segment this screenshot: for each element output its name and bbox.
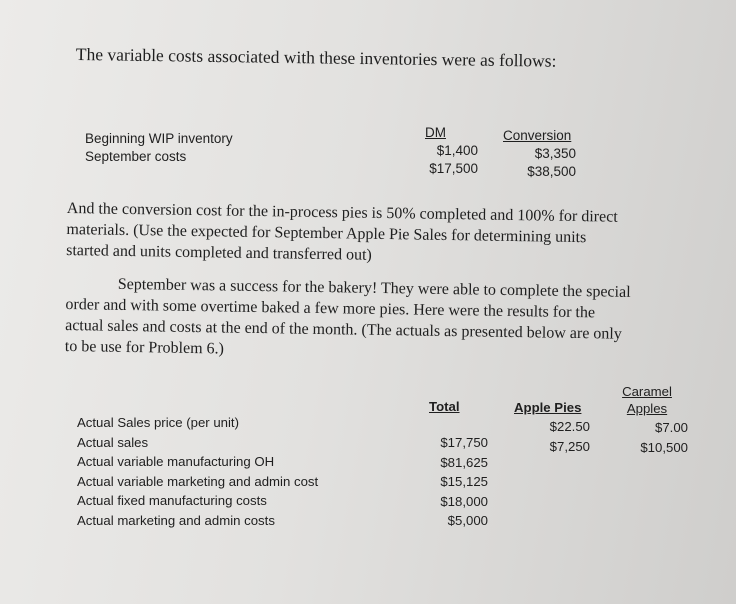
dm-september-value: $17,500 (429, 161, 478, 176)
actuals-row-labels (77, 413, 318, 530)
conversion-september-value: $38,500 (527, 164, 576, 179)
paragraph-september-results (65, 273, 631, 366)
row-label-september-costs: September costs (85, 149, 187, 164)
conversion-beginning-value: $3,350 (534, 146, 576, 161)
paragraph-conversion-cost (66, 198, 618, 270)
row-label: Actual marketing and admin costs (77, 512, 275, 528)
row-label: Actual fixed manufacturing costs (77, 493, 267, 508)
paragraph-line: to be use for Problem 6.) (64, 337, 225, 358)
dm-column-header: DM (425, 125, 446, 140)
total-fixed-manufacturing: $18,000 (440, 493, 488, 509)
section-heading: The variable costs associated with these inventories were as follows: (75, 44, 557, 71)
paragraph-line: September was a success for the bakery! They were able to complete the special (117, 275, 631, 301)
caramel-apples-header-line1: Caramel (622, 384, 672, 399)
row-label: Actual variable manufacturing OH (77, 454, 275, 469)
total-variable-marketing-admin: $15,125 (440, 474, 488, 489)
apple-pies-column-header: Apple Pies (514, 400, 582, 415)
apple-pies-actual-sales: $7,250 (549, 438, 590, 454)
row-label-beginning-wip: Beginning WIP inventory (85, 131, 233, 146)
total-variable-manufacturing-oh: $81,625 (440, 454, 488, 470)
caramel-apples-sales-price: $7.00 (654, 420, 688, 435)
total-column-header: Total (429, 399, 460, 414)
conversion-column-header: Conversion (503, 128, 572, 143)
paragraph-line: materials. (Use the expected for September Apple Pie Sales for determining units (66, 220, 587, 247)
total-marketing-admin: $5,000 (447, 513, 488, 528)
row-label: Actual sales (77, 434, 149, 450)
row-label: Actual Sales price (per unit) (77, 415, 239, 430)
total-actual-sales: $17,750 (440, 435, 488, 450)
apple-pies-sales-price: $22.50 (549, 419, 590, 434)
dm-beginning-value: $1,400 (436, 143, 478, 158)
row-label: Actual variable marketing and admin cost (77, 473, 319, 489)
caramel-apples-actual-sales: $10,500 (640, 439, 688, 455)
caramel-apples-column-values (608, 418, 688, 457)
paragraph-line: started and units completed and transferred out) (66, 241, 372, 264)
caramel-apples-header-line2: Apples (626, 401, 668, 416)
apple-pies-column-values (510, 417, 590, 456)
paragraph-line: And the conversion cost for the in-process pies is 50% completed and 100% for direct (66, 199, 618, 226)
paragraph-line: order and with some overtime baked a few more pies. Here were the results for the (65, 295, 596, 322)
total-column-values (410, 433, 488, 531)
paragraph-line: actual sales and costs at the end of the month. (The actuals as presented below are only (65, 316, 622, 343)
